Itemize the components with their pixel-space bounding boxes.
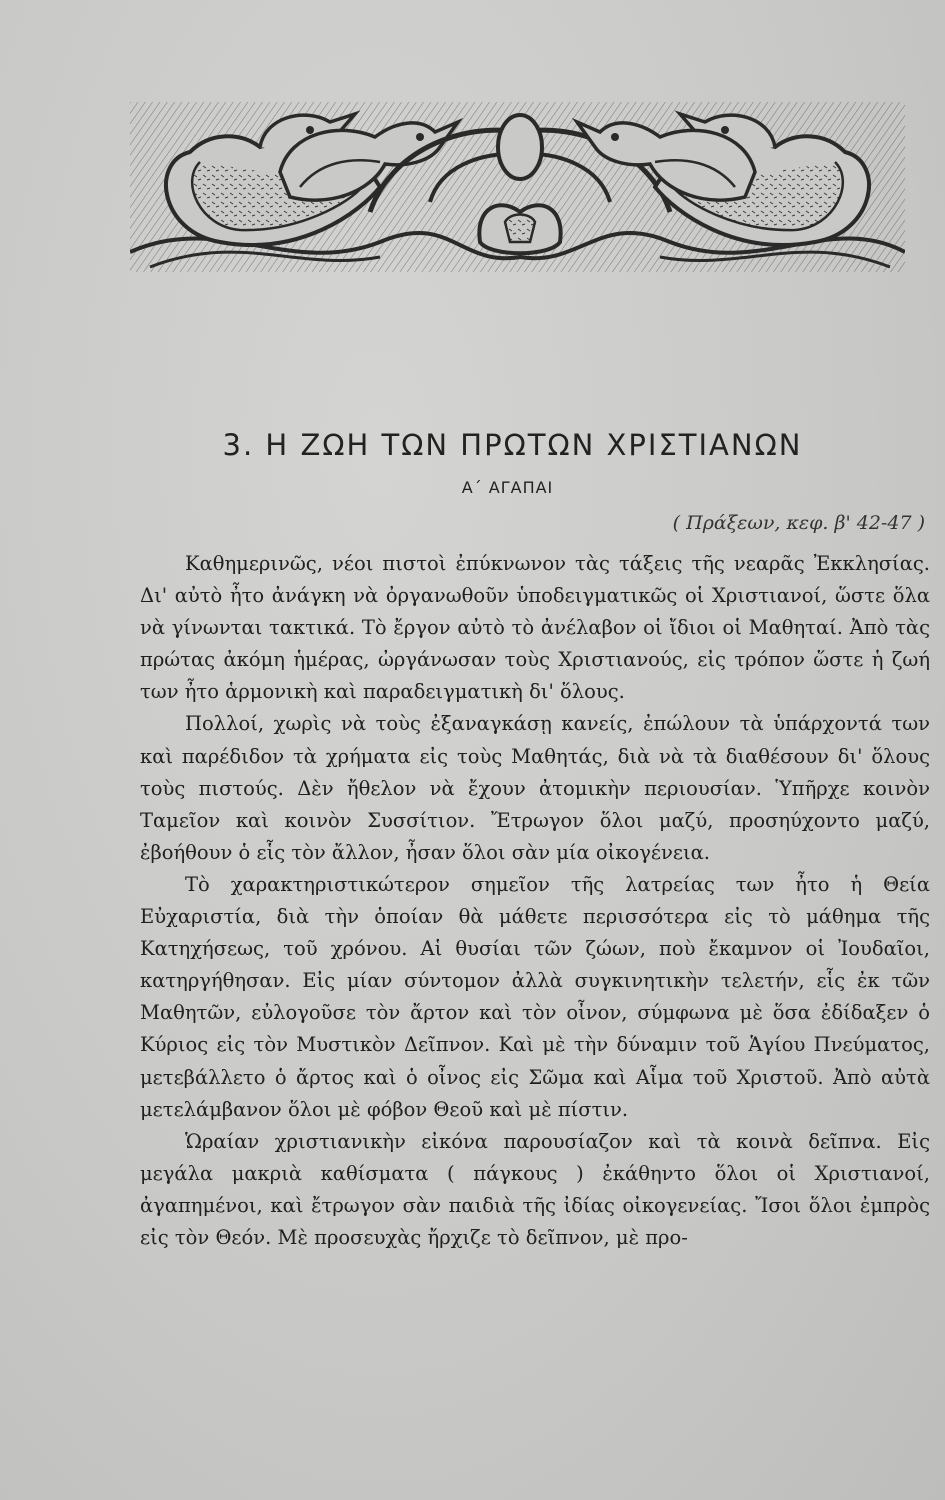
body-text [140,548,930,1254]
section-subtitle: Α΄ ΑΓΑΠΑΙ [461,478,554,497]
paragraph: Πολλοί, χωρὶς νὰ τοὺς ἐξαναγκάσῃ κανείς, ἐπώλουν τὰ ὑπάρχοντά των καὶ παρέδιδον τὰ χρήματα εἰς τοὺς Μαθητάς, διὰ νὰ τὰ διαθέσουν δι' ὅλους τοὺς πιστούς. Δὲν ἤθελον νὰ ἔχουν ἀτομικὴν περιουσίαν. Ὑπῆρχε κοινὸν Ταμεῖον καὶ κοινὸν Συσσίτιον. Ἔτρωγον ὅλοι μαζύ, προσηύχοντο μαζύ, ἐβοήθουν ὁ εἷς τὸν ἄλλον, ἦσαν ὅλοι σὰν μία οἰκογένεια. [140,712,930,864]
scripture-reference: ( Πράξεων, κεφ. β' 42-47 ) [672,512,925,534]
paragraph: Ὡραίαν χριστιανικὴν εἰκόνα παρουσίαζον καὶ τὰ κοινὰ δεῖπνα. Εἰς μεγάλα μακριὰ καθίσματα ( πάγκους ) ἐκάθηντο ὅλοι οἱ Χριστιανοί, ἀγαπημένοι, καὶ ἔτρωγον σὰν παιδιὰ τῆς ἰδίας οἰκογενείας. Ἴσοι ὅλοι ἐμπρὸς εἰς τὸν Θεόν. Μὲ προσευχὰς ἤρχιζε τὸ δεῖπνον, μὲ προ- [140,1129,930,1249]
paragraph: Τὸ χαρακτηριστικώτερον σημεῖον τῆς λατρείας των ἦτο ἡ Θεία Εὐχαριστία, διὰ τὴν ὁποίαν θὰ μάθετε περισσότερα εἰς τὸ μάθημα τῆς Κατηχήσεως, τοῦ χρόνου. Αἱ θυσίαι τῶν ζώων, ποὺ ἔκαμνον οἱ Ἰουδαῖοι, κατηργήθησαν. Εἰς μίαν σύντομον ἀλλὰ συγκινητικὴν τελετήν, εἷς ἐκ τῶν Μαθητῶν, εὐλογοῦσε τὸν ἄρτον καὶ τὸν οἶνον, σύμφωνα μὲ ὅσα ἐδίδαξεν ὁ Κύριος εἰς τὸν Μυστικὸν Δεῖπνον. Καὶ μὲ τὴν δύναμιν τοῦ Ἁγίου Πνεύματος, μετεβάλλετο ὁ ἄρτος καὶ ὁ οἶνος εἰς Σῶμα καὶ Αἷμα τοῦ Χριστοῦ. Ἀπὸ αὐτὰ μετελάμβανον ὅλοι μὲ φόβον Θεοῦ καὶ μὲ πίστιν. [140,872,930,1121]
paragraph: Καθημερινῶς, νέοι πιστοὶ ἐπύκνωνον τὰς τάξεις τῆς νεαρᾶς Ἐκκλησίας. Δι' αὐτὸ ἦτο ἀνάγκη νὰ ὀργανωθοῦν ὑποδειγματικῶς οἱ Χριστιανοί, ὥστε ὅλα νὰ γίνωνται τακτικά. Τὸ ἔργον αὐτὸ τὸ ἀνέλαβον οἱ ἴδιοι οἱ Μαθηταί. Ἀπὸ τὰς πρώτας ἀκόμη ἡμέρας, ὠργάνωσαν τοὺς Χριστιανούς, εἰς τρόπον ὥστε ἡ ζωή των ἦτο ἁρμονικὴ καὶ παραδειγματικὴ δι' ὅλους. [140,552,930,704]
woodcut-birds-ornament-icon [130,92,905,277]
chapter-title: 3. Η ΖΩΗ ΤΩΝ ΠΡΩΤΩΝ ΧΡΙΣΤΙΑΝΩΝ [222,428,803,462]
